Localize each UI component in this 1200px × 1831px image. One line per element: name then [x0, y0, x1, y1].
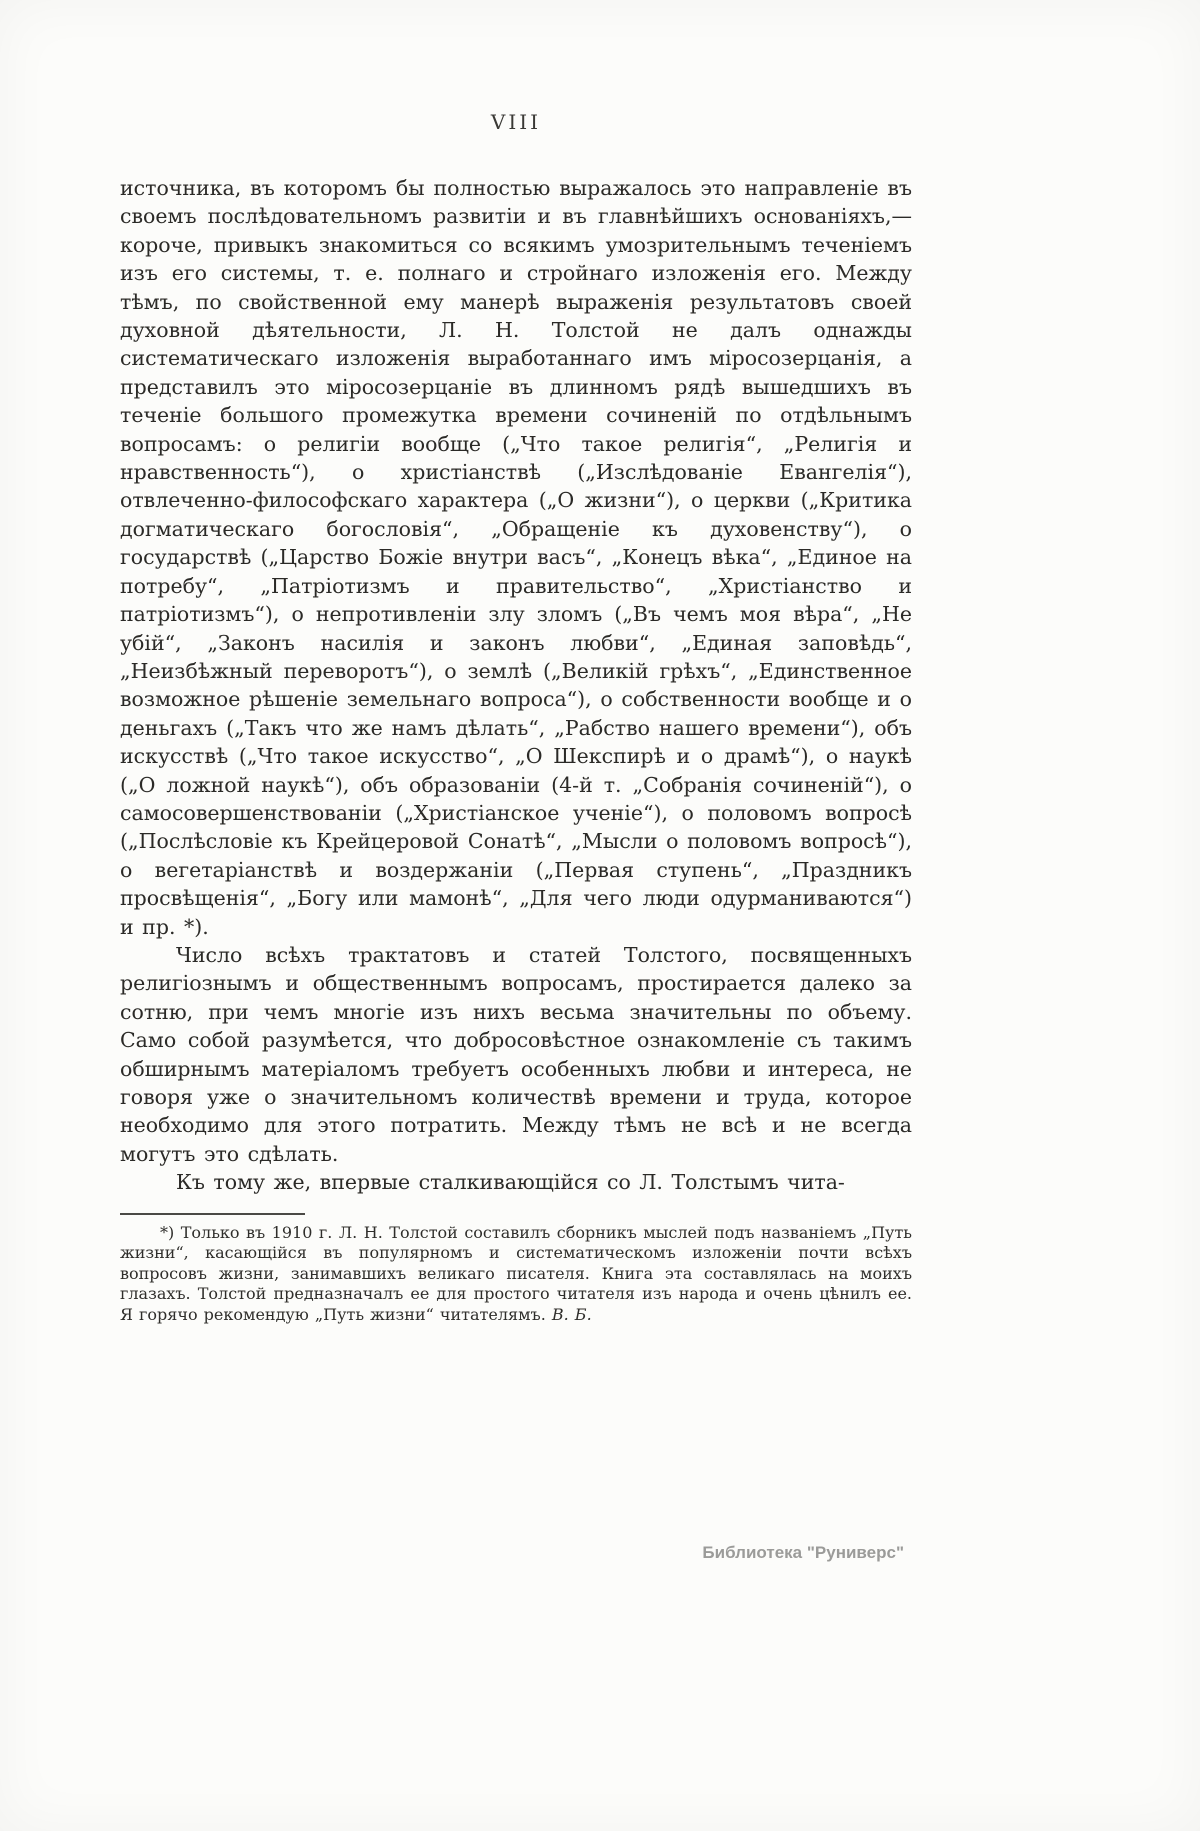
footnote-signature: В. Б. [551, 1305, 592, 1324]
page-content [120, 110, 912, 1326]
library-watermark: Библиотека "Руниверс" [702, 1543, 904, 1562]
footnote-divider [120, 1213, 305, 1215]
paragraph: Къ тому же, впервые сталкивающійся со Л. Толстымъ чита- [176, 1170, 845, 1195]
footnote [120, 1223, 912, 1326]
footnote-text: *) Только въ 1910 г. Л. Н. Толстой составилъ сборникъ мыслей подъ названіемъ „Путь жизни“, касающійся въ популярномъ и систематическомъ изложеніи почти всѣхъ вопросовъ жизни, занимавшихъ великаго писателя. Книга эта составлялась на моихъ глазахъ. Толстой предназначалъ ее для простого читателя изъ народа и очень цѣнилъ ее. Я горячо рекомендую „Путь жизни“ читателямъ. [120, 1222, 912, 1324]
page-number: VIII [490, 110, 542, 134]
paragraph: Число всѣхъ трактатовъ и статей Толстого, посвященныхъ религіознымъ и общественнымъ вопросамъ, простирается далеко за сотню, при чемъ многіе изъ нихъ весьма значительны по объему. Само собой разумѣется, что добросовѣстное ознакомленіе съ такимъ обширнымъ матеріаломъ требуетъ особенныхъ любви и интереса, не говоря уже о значительномъ количествѣ времени и труда, которое необходимо для этого потратить. Между тѣмъ не всѣ и не всегда могутъ это сдѣлать. [120, 942, 912, 1166]
body-text [120, 174, 912, 1197]
paragraph: источника, въ которомъ бы полностью выражалось это направленіе въ своемъ послѣдовательномъ развитіи и въ главнѣйшихъ основаніяхъ,—короче, привыкъ знакомиться со всякимъ умозрительнымъ теченіемъ изъ его системы, т. е. полнаго и стройнаго изложенія его. Между тѣмъ, по свойственной ему манерѣ выраженія результатовъ своей духовной дѣятельности, Л. Н. Толстой не далъ однажды систематическаго изложенія выработаннаго имъ міросозерцанія, а представилъ это міросозерцаніе въ длинномъ рядѣ вышедшихъ въ теченіе большого промежутка времени сочиненій по отдѣльнымъ вопросамъ: о религіи вообще („Что такое религія“, „Религія и нравственность“), о христіанствѣ („Изслѣдованіе Евангелія“), отвлеченно-философскаго характера („О жизни“), о церкви („Критика догматическаго богословія“, „Обращеніе къ духовенству“), о государствѣ („Царство Божіе внутри васъ“, „Конецъ вѣка“, „Единое на потребу“, „Патріотизмъ и правительство“, „Христіанство и патріотизмъ“), о непротивленіи злу зломъ („Въ чемъ моя вѣра“, „Не убій“, „Законъ насилія и законъ любви“, „Единая заповѣдь“, „Неизбѣжный переворотъ“), о землѣ („Великій грѣхъ“, „Единственное возможное рѣшеніе земельнаго вопроса“), о собственности вообще и о деньгахъ („Такъ что же намъ дѣлать“, „Рабство нашего времени“), объ искусствѣ („Что такое искусство“, „О Шекспирѣ и о драмѣ“), о наукѣ („О ложной наукѣ“), объ образованіи (4-й т. „Собранія сочиненій“), о самосовершенствованіи („Христіанское ученіе“), о половомъ вопросѣ („Послѣсловіе къ Крейцеровой Сонатѣ“, „Мысли о половомъ вопросѣ“), о вегетаріанствѣ и воздержаніи („Первая ступень“, „Праздникъ просвѣщенія“, „Богу или мамонѣ“, „Для чего люди одурманиваются“) и пр. *). [120, 176, 912, 939]
